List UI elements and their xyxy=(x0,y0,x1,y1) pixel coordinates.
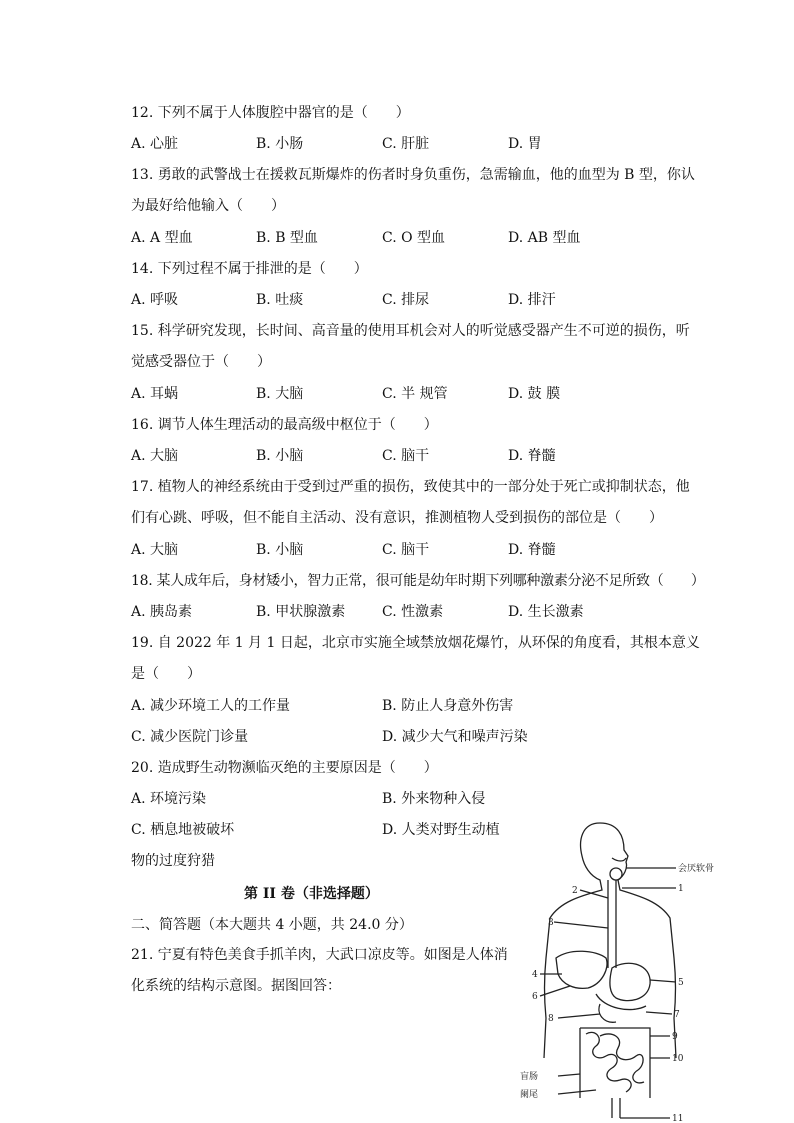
q13-option-c: C. O 型血 xyxy=(382,230,446,246)
q15-stem-line1: 15. 科学研究发现，长时间、高音量的使用耳机会对人的听觉感受器产生不可逆的损伤，听 xyxy=(131,323,690,339)
q17-stem-line2: 们有心跳、呼吸，但不能自主活动、没有意识，推测植物人受到损伤的部位是（ ） xyxy=(131,510,663,526)
label-5: 5 xyxy=(678,978,684,988)
section-heading: 二、简答题（本大题共 4 小题，共 24.0 分） xyxy=(131,917,413,933)
esophagus xyxy=(608,880,616,968)
q18-option-b: B. 甲状腺激素 xyxy=(256,604,346,620)
q12-option-c: C. 肝脏 xyxy=(382,136,430,152)
part2-title: 第 II 卷（非选择题） xyxy=(244,886,379,902)
q16-option-d: D. 脊髓 xyxy=(508,448,556,464)
q17-option-c: C. 脑干 xyxy=(382,542,430,558)
q14-option-c: C. 排尿 xyxy=(382,292,430,308)
small-intestine xyxy=(586,1032,644,1092)
label-10: 10 xyxy=(672,1054,684,1064)
q20-option-d-continuation: 物的过度狩猎 xyxy=(131,853,215,869)
q21-stem-line1: 21. 宁夏有特色美食手抓羊肉，大武口凉皮等。如图是人体消 xyxy=(131,947,508,963)
label-cecum: 盲肠 xyxy=(520,1072,539,1082)
q14-option-b: B. 吐痰 xyxy=(256,292,304,308)
q14-stem: 14. 下列过程不属于排泄的是（ ） xyxy=(131,261,368,277)
q17-option-d: D. 脊髓 xyxy=(508,542,556,558)
q18-option-c: C. 性激素 xyxy=(382,604,444,620)
q15-option-c: C. 半 规管 xyxy=(382,386,448,402)
q13-option-a: A. A 型血 xyxy=(131,230,193,246)
q12-option-a: A. 心脏 xyxy=(131,136,179,152)
q19-option-c: C. 减少医院门诊量 xyxy=(131,729,249,745)
q19-option-d: D. 减少大气和噪声污染 xyxy=(382,729,528,745)
q16-option-c: C. 脑干 xyxy=(382,448,430,464)
q13-option-b: B. B 型血 xyxy=(256,230,318,246)
q16-stem: 16. 调节人体生理活动的最高级中枢位于（ ） xyxy=(131,417,438,433)
q15-option-a: A. 耳蜗 xyxy=(131,386,179,402)
q21-stem-line2: 化系统的结构示意图。据图回答： xyxy=(131,978,341,994)
q18-stem: 18. 某人成年后，身材矮小，智力正常，很可能是幼年时期下列哪种激素分泌不足所致（ ） xyxy=(131,573,705,589)
q20-option-c: C. 栖息地被破坏 xyxy=(131,822,235,838)
large-intestine xyxy=(580,1028,650,1098)
q17-stem-line1: 17. 植物人的神经系统由于受到过严重的损伤，致使其中的一部分处于死亡或抑制状态，他 xyxy=(131,479,690,495)
q13-stem-line2: 为最好给他输入（ ） xyxy=(131,198,285,214)
q14-option-d: D. 排汗 xyxy=(508,292,556,308)
q18-option-d: D. 生长激素 xyxy=(508,604,584,620)
q13-stem-line1: 13. 勇敢的武警战士在援救瓦斯爆炸的伤者时身负重伤，急需输血，他的血型为 B 型，你认 xyxy=(131,167,695,183)
digestive-system-diagram xyxy=(500,818,715,1123)
label-3: 3 xyxy=(548,918,554,928)
q12-stem: 12. 下列不属于人体腹腔中器官的是（ ） xyxy=(131,105,410,121)
q12-option-b: B. 小肠 xyxy=(256,136,304,152)
q19-stem-line2: 是（ ） xyxy=(131,666,201,682)
q16-option-a: A. 大脑 xyxy=(131,448,179,464)
q13-option-d: D. AB 型血 xyxy=(508,230,581,246)
q14-option-a: A. 呼吸 xyxy=(131,292,179,308)
q16-option-b: B. 小脑 xyxy=(256,448,304,464)
q17-option-b: B. 小脑 xyxy=(256,542,304,558)
q19-stem-line1: 19. 自 2022 年 1 月 1 日起，北京市实施全域禁放烟花爆竹，从环保的角度看，其根本意义 xyxy=(131,635,700,651)
liver xyxy=(556,951,607,988)
label-11: 11 xyxy=(672,1114,684,1123)
q20-option-b: B. 外来物种入侵 xyxy=(382,791,486,807)
rectum xyxy=(612,1098,620,1118)
q17-option-a: A. 大脑 xyxy=(131,542,179,558)
label-8: 8 xyxy=(548,1014,554,1024)
q20-option-a: A. 环境污染 xyxy=(131,791,207,807)
label-4: 4 xyxy=(532,970,538,980)
q15-stem-line2: 觉感受器位于（ ） xyxy=(131,354,271,370)
stomach xyxy=(610,963,650,1000)
label-epiglottis: 会厌软骨 xyxy=(678,864,715,874)
label-2: 2 xyxy=(572,886,578,896)
label-appendix: 阑尾 xyxy=(520,1090,539,1100)
q12-option-d: D. 胃 xyxy=(508,136,542,152)
label-6: 6 xyxy=(532,992,538,1002)
q20-option-d: D. 人类对野生动植 xyxy=(382,822,500,838)
q18-option-a: A. 胰岛素 xyxy=(131,604,193,620)
label-9: 9 xyxy=(672,1032,678,1042)
label-7: 7 xyxy=(674,1010,680,1020)
q19-option-a: A. 减少环境工人的工作量 xyxy=(131,698,291,714)
q15-option-d: D. 鼓 膜 xyxy=(508,386,561,402)
q19-option-b: B. 防止人身意外伤害 xyxy=(382,698,514,714)
label-1: 1 xyxy=(678,884,684,894)
q20-stem: 20. 造成野生动物濒临灭绝的主要原因是（ ） xyxy=(131,760,438,776)
q15-option-b: B. 大脑 xyxy=(256,386,304,402)
